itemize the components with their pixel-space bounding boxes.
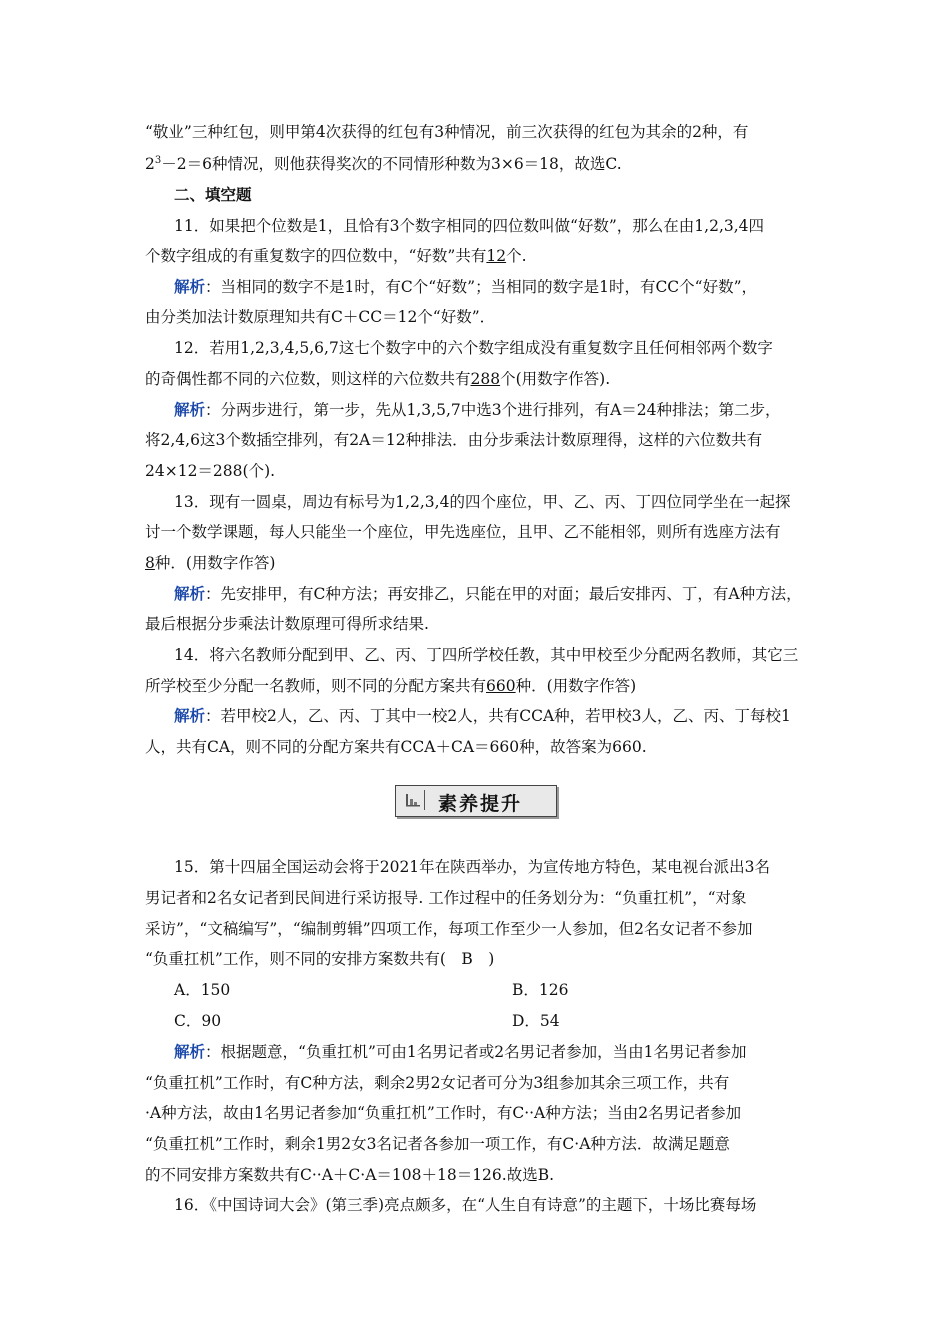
solution-line: 人，共有CA，则不同的分配方案共有CCA＋CA＝660种，故答案为660. (145, 738, 647, 756)
question-line: 讨一个数学课题，每人只能坐一个座位，甲先选座位，且甲、乙不能相邻，则所有选座方法有 (145, 523, 781, 541)
text-span: －2＝6种情况，则他获得奖次的不同情形种数为3×6＝18，故选C. (161, 155, 622, 173)
text-span: ：先安排甲，有C种方法；再安排乙，只能在甲的对面；最后安排丙、丁，有A种方法， (205, 585, 802, 603)
option-d: D．54 (512, 1012, 560, 1030)
solution-line: “负重扛机”工作时，剩余1男2女3名记者各参加一项工作，有C·A种方法．故满足题意 (145, 1135, 730, 1153)
answer-blank: 660 (486, 677, 516, 695)
solution-line (174, 706, 810, 726)
solution-label: 解析 (174, 400, 206, 419)
solution-label: 解析 (174, 584, 206, 603)
answer-blank: 12 (486, 247, 507, 265)
solution-line (174, 277, 810, 297)
text-span: 种．(用数字作答) (154, 554, 276, 572)
solution-line: 由分类加法计数原理知共有C＋CC＝12个“好数”． (145, 308, 496, 326)
text-line (145, 154, 810, 174)
option-a: A．150 (174, 981, 231, 999)
question-line (145, 369, 810, 389)
section-banner (395, 785, 557, 817)
text-span: ：若甲校2人，乙、丙、丁其中一校2人，共有CCA种，若甲校3人，乙、丙、丁每校1 (205, 707, 791, 725)
text-span: 所学校至少分配一名教师，则不同的分配方案共有 (145, 677, 487, 695)
text-span: 的奇偶性都不同的六位数，则这样的六位数共有 (145, 370, 471, 388)
question-line: “负重扛机”工作，则不同的安排方案数共有( B ) (145, 950, 495, 968)
question-line (145, 553, 810, 573)
question-line: 采访”，“文稿编写”，“编制剪辑”四项工作，每项工作至少一人参加，但2名女记者不参加 (145, 920, 753, 938)
bar-chart-icon (402, 790, 425, 810)
text-span: 个(用数字作答). (500, 370, 611, 388)
solution-line (174, 400, 810, 420)
question-line: 13．现有一圆桌，周边有标号为1,2,3,4的四个座位，甲、乙、丙、丁四位同学坐在一起探 (174, 493, 791, 511)
text-span: ：当相同的数字不是1时，有C个“好数”；当相同的数字是1时，有CC个“好数”， (205, 278, 758, 296)
section-heading: 二、填空题 (174, 186, 252, 204)
text-span: ：根据题意，“负重扛机”可由1名男记者或2名男记者参加，当由1名男记者参加 (205, 1043, 747, 1061)
solution-label: 解析 (174, 277, 206, 296)
section-title: 素养提升 (438, 793, 523, 815)
superscript: 3 (154, 155, 162, 166)
option-c: C．90 (174, 1012, 222, 1030)
solution-line: ·A种方法，故由1名男记者参加“负重扛机”工作时，有C··A种方法；当由2名男记者参加 (145, 1104, 742, 1122)
question-line: 15．第十四届全国运动会将于2021年在陕西举办，为宣传地方特色，某电视台派出3名 (174, 858, 771, 876)
question-line: 14．将六名教师分配到甲、乙、丙、丁四所学校任教，其中甲校至少分配两名教师，其它三 (174, 646, 799, 664)
solution-line: 将2,4,6这3个数插空排列，有2A＝12种排法．由分步乘法计数原理得，这样的六位数共有 (145, 431, 763, 449)
question-line (145, 246, 810, 266)
text-span: 2 (145, 155, 155, 173)
option-b: B．126 (512, 981, 569, 999)
text-span: 种．(用数字作答) (515, 677, 637, 695)
solution-line: 24×12＝288(个). (145, 462, 276, 480)
solution-line (174, 584, 810, 604)
text-span: ：分两步进行，第一步，先从1,3,5,7中选3个进行排列，有A＝24种排法；第二步， (205, 401, 781, 419)
question-line (145, 676, 810, 696)
question-line: 12．若用1,2,3,4,5,6,7这七个数字中的六个数字组成没有重复数字且任何相邻两个数字 (174, 339, 773, 357)
question-line: 16．《中国诗词大会》(第三季)亮点颇多，在“人生自有诗意”的主题下，十场比赛每场 (174, 1196, 757, 1214)
solution-line (174, 1042, 810, 1062)
answer-blank: 288 (470, 370, 501, 388)
question-line: 男记者和2名女记者到民间进行采访报导. 工作过程中的任务划分为：“负重扛机”，“对象 (145, 889, 747, 907)
solution-label: 解析 (174, 706, 206, 725)
solution-label: 解析 (174, 1042, 206, 1061)
text-line: “敬业”三种红包，则甲第4次获得的红包有3种情况，前三次获得的红包为其余的2种，有 (145, 123, 749, 141)
text-span: 个. (506, 247, 527, 265)
text-span: 个数字组成的有重复数字的四位数中，“好数”共有 (145, 247, 487, 265)
solution-line: 的不同安排方案数共有C··A＋C·A＝108＋18＝126.故选B. (145, 1166, 555, 1184)
solution-line: “负重扛机”工作时，有C种方法，剩余2男2女记者可分为3组参加其余三项工作，共有 (145, 1074, 730, 1092)
answer-blank: 8 (145, 554, 155, 572)
question-line: 11．如果把个位数是1，且恰有3个数字相同的四位数叫做“好数”，那么在由1,2,3,4四 (174, 217, 765, 235)
solution-line: 最后根据分步乘法计数原理可得所求结果. (145, 615, 429, 633)
